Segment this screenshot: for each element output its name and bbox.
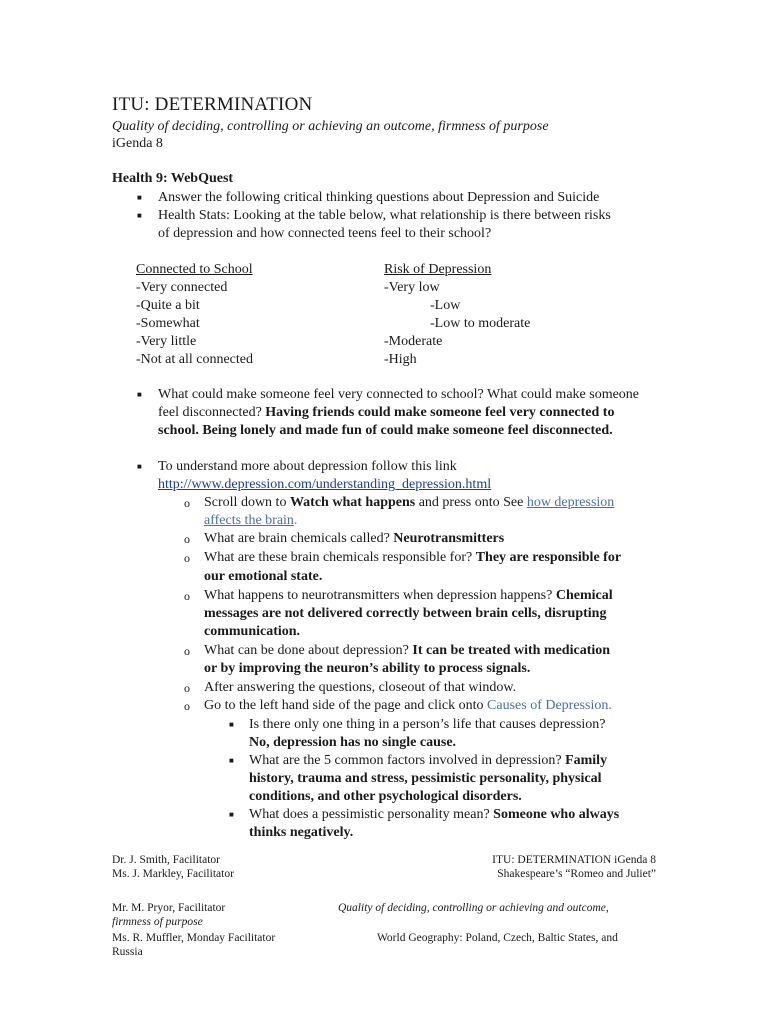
causes-a2-3: conditions, and other psychological disorders. [249, 789, 522, 804]
scroll-end: . [293, 513, 298, 528]
section-title: Health 9: WebQuest [112, 171, 234, 186]
q4-text: What can be done about depression? [204, 643, 413, 658]
table-header-connected: Connected to School [136, 262, 253, 277]
q1-text: What are brain chemicals called? [204, 531, 394, 546]
table-cell: -Very little [136, 334, 197, 349]
footer-quality-definition: Quality of deciding, controlling or achieving and outcome, [338, 902, 609, 914]
square-bullet-icon: ■ [137, 390, 142, 399]
intro-bullet-2: Health Stats: Looking at the table below, what relationship is there between risks [158, 208, 611, 223]
footer-facilitator-pryor: Mr. M. Pryor, Facilitator [112, 902, 226, 914]
q4-answer-2: or by improving the neuron’s ability to process signals. [204, 661, 531, 676]
question-done-about-cont [204, 660, 530, 678]
causes-a3-1: Someone who always [493, 807, 620, 822]
circle-bullet-icon: o [184, 532, 190, 546]
q3-answer-3: communication. [204, 624, 301, 639]
question-responsible [204, 549, 621, 567]
causes-a2-cont [249, 770, 602, 788]
causes-a2-1: Family [565, 753, 608, 768]
footer-world-geography: World Geography: Poland, Czech, Baltic States, and [377, 932, 618, 944]
connected-question: What could make someone feel very connected to school? What could make someone feel disconnected? [158, 387, 640, 420]
depression-link[interactable]: http://www.depression.com/understanding_depression.html [158, 477, 492, 492]
q3-text: What happens to neurotransmitters when depression happens? [204, 588, 556, 603]
scroll-mid: and press onto See [415, 495, 527, 510]
footer-facilitator-markley: Ms. J. Markley, Facilitator [112, 868, 234, 880]
after-answering: After answering the questions, closeout of that window. [204, 680, 517, 695]
footer-firmness: firmness of purpose [112, 916, 203, 928]
connected-answer: Having friends could make someone feel very connected to school. Being lonely and made fun of could make someone feel disconnected. [158, 405, 615, 438]
footer-shakespeare: Shakespeare’s “Romeo and Juliet” [497, 868, 656, 880]
square-bullet-icon: ■ [137, 193, 142, 202]
footer-itu-igenda: ITU: DETERMINATION iGenda 8 [492, 854, 656, 866]
question-neurotransmitters-cont [204, 605, 606, 623]
table-cell: -Quite a bit [136, 298, 200, 313]
causes-a2-2: history, trauma and stress, pessimistic personality, physical [249, 771, 602, 786]
q2-answer-1: They are responsible for [475, 550, 622, 565]
footer-facilitator-smith: Dr. J. Smith, Facilitator [112, 854, 220, 866]
table-cell: -Low to moderate [430, 316, 531, 331]
link-intro-text: To understand more about depression follow this link [158, 459, 457, 474]
scroll-instruction-cont [204, 512, 297, 530]
square-bullet-icon: ■ [229, 810, 234, 819]
scroll-bold: Watch what happens [289, 495, 416, 510]
table-cell: -Somewhat [136, 316, 200, 331]
q2-text: What are these brain chemicals responsible for? [204, 550, 476, 565]
page-subtitle: Quality of deciding, controlling or achieving an outcome, firmness of purpose [112, 119, 549, 134]
circle-bullet-icon: o [184, 644, 190, 658]
igenda-label: iGenda 8 [112, 136, 163, 151]
table-cell: -Not at all connected [136, 352, 254, 367]
causes-of-depression-link[interactable]: Causes of Depression. [487, 698, 612, 713]
square-bullet-icon: ■ [229, 720, 234, 729]
square-bullet-icon: ■ [137, 211, 142, 220]
scroll-prefix: Scroll down to [204, 495, 290, 510]
table-header-risk: Risk of Depression [384, 262, 492, 277]
table-cell: -Low [430, 298, 461, 313]
circle-bullet-icon: o [184, 496, 190, 510]
question-neurotransmitters-cont2 [204, 623, 300, 641]
affects-brain-link[interactable]: affects the brain [204, 513, 294, 528]
q3-answer-1: Chemical [555, 588, 613, 603]
left-side-instruction [204, 697, 612, 715]
left-prefix: Go to the left hand side of the page and click onto [204, 698, 488, 713]
table-cell: -High [384, 352, 417, 367]
table-cell: -Moderate [384, 334, 443, 349]
causes-q2-text: What are the 5 common factors involved in depression? [249, 753, 566, 768]
causes-q3 [249, 806, 619, 824]
intro-bullet-1: Answer the following critical thinking questions about Depression and Suicide [158, 190, 600, 205]
circle-bullet-icon: o [184, 681, 190, 695]
question-neurotransmitters [204, 587, 613, 605]
intro-bullet-2-cont: of depression and how connected teens feel to their school? [158, 226, 492, 241]
scroll-instruction [204, 494, 614, 512]
circle-bullet-icon: o [184, 551, 190, 565]
q3-answer-2: messages are not delivered correctly between brain cells, disrupting [204, 606, 607, 621]
question-responsible-cont [204, 568, 322, 586]
footer-facilitator-muffler: Ms. R. Muffler, Monday Facilitator [112, 932, 276, 944]
causes-q3-text: What does a pessimistic personality mean? [249, 807, 494, 822]
causes-a3-2: thinks negatively. [249, 825, 354, 840]
causes-a2-cont2 [249, 788, 522, 806]
how-depression-link[interactable]: how depression [526, 495, 615, 510]
q4-answer-1: It can be treated with medication [412, 643, 611, 658]
footer-russia: Russia [112, 946, 143, 958]
table-cell: -Very connected [136, 280, 228, 295]
connected-question-block [158, 386, 658, 440]
page-title: ITU: DETERMINATION [112, 94, 313, 115]
causes-a1-text: No, depression has no single cause. [249, 735, 457, 750]
square-bullet-icon: ■ [229, 756, 234, 765]
question-brain-chemicals [204, 530, 504, 548]
q2-answer-2: our emotional state. [204, 569, 323, 584]
causes-q2 [249, 752, 607, 770]
causes-a3-cont [249, 824, 353, 842]
causes-q1: Is there only one thing in a person’s life that causes depression? [249, 717, 606, 732]
circle-bullet-icon: o [184, 589, 190, 603]
square-bullet-icon: ■ [137, 462, 142, 471]
question-done-about [204, 642, 610, 660]
circle-bullet-icon: o [184, 699, 190, 713]
q1-answer: Neurotransmitters [393, 531, 505, 546]
causes-a1 [249, 734, 456, 752]
table-cell: -Very low [384, 280, 440, 295]
